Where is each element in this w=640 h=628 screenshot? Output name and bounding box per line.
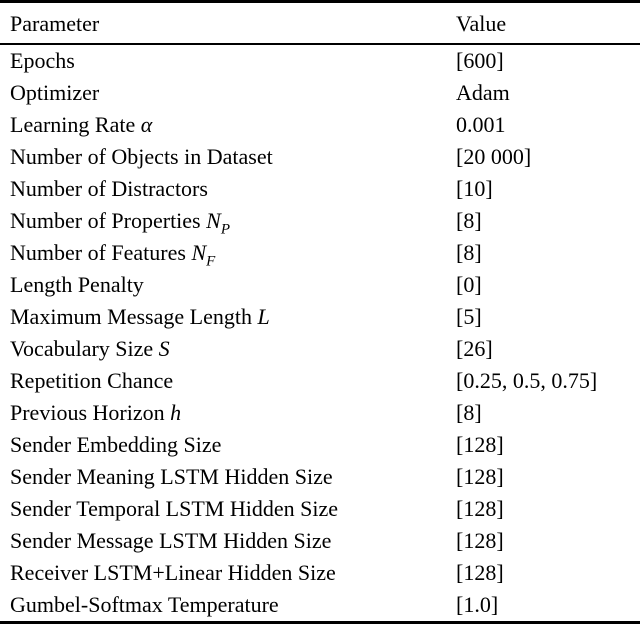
value-cell: [128] [456, 560, 504, 585]
table-header-row [0, 2, 640, 45]
table-row [0, 365, 640, 397]
parameter-cell [0, 429, 456, 461]
value-cell: [128] [456, 464, 504, 489]
header-value: Value [456, 2, 640, 45]
parameter-cell [0, 461, 456, 493]
value-cell: [8] [456, 400, 482, 425]
parameter-label: Repetition Chance [10, 368, 174, 393]
math-symbol: L [257, 304, 270, 329]
parameter-cell [0, 173, 456, 205]
parameter-label: Gumbel-Softmax Temperature [10, 592, 279, 617]
table-row [0, 109, 640, 141]
parameter-label: Learning Rate [10, 112, 141, 137]
parameter-label: Optimizer [10, 80, 100, 105]
table-row [0, 493, 640, 525]
table-row [0, 269, 640, 301]
value-cell: [0] [456, 272, 482, 297]
parameter-cell [0, 141, 456, 173]
parameter-cell [0, 525, 456, 557]
parameter-cell [0, 333, 456, 365]
parameter-cell [0, 205, 456, 237]
parameter-cell [0, 109, 456, 141]
value-cell: Adam [456, 80, 510, 105]
table-row [0, 557, 640, 589]
value-cell: [1.0] [456, 592, 499, 617]
math-symbol: α [140, 112, 153, 137]
parameter-cell [0, 301, 456, 333]
header-parameter: Parameter [0, 2, 456, 45]
value-cell: [10] [456, 176, 493, 201]
parameter-cell [0, 589, 456, 623]
table-row [0, 77, 640, 109]
table-row [0, 429, 640, 461]
parameter-label: Maximum Message Length [10, 304, 258, 329]
parameter-label: Number of Features [10, 240, 192, 265]
value-cell: [8] [456, 208, 482, 233]
parameter-label: Sender Message LSTM Hidden Size [10, 528, 332, 553]
table-row [0, 301, 640, 333]
table-row [0, 237, 640, 269]
parameter-cell [0, 365, 456, 397]
parameter-label: Sender Embedding Size [10, 432, 222, 457]
table-row [0, 397, 640, 429]
table-row [0, 44, 640, 77]
table-row [0, 461, 640, 493]
value-cell: [128] [456, 432, 504, 457]
parameter-label: Vocabulary Size [10, 336, 159, 361]
parameter-cell [0, 237, 456, 269]
value-cell: [20 000] [456, 144, 532, 169]
math-subscript: F [206, 253, 216, 269]
parameter-label: Sender Temporal LSTM Hidden Size [10, 496, 338, 521]
parameter-label: Number of Properties [10, 208, 207, 233]
table-row [0, 205, 640, 237]
parameter-cell [0, 77, 456, 109]
math-subscript: P [220, 221, 230, 237]
value-cell: [128] [456, 528, 504, 553]
value-cell: [26] [456, 336, 493, 361]
math-symbol: N [206, 208, 221, 233]
value-cell: 0.001 [456, 112, 506, 137]
parameter-cell [0, 44, 456, 77]
math-symbol: N [191, 240, 207, 265]
table-row [0, 525, 640, 557]
value-cell: [5] [456, 304, 482, 329]
parameter-label: Receiver LSTM+Linear Hidden Size [10, 560, 336, 585]
math-symbol: h [170, 400, 182, 425]
value-cell: [128] [456, 496, 504, 521]
table-body [0, 44, 640, 623]
value-cell: [600] [456, 48, 504, 73]
value-cell: [8] [456, 240, 482, 265]
table-row [0, 333, 640, 365]
parameter-label: Previous Horizon [10, 400, 171, 425]
table-row [0, 173, 640, 205]
parameter-cell [0, 269, 456, 301]
parameter-cell [0, 397, 456, 429]
math-symbol: S [158, 336, 170, 361]
parameter-label: Number of Distractors [10, 176, 208, 201]
parameter-label: Length Penalty [10, 272, 144, 297]
table-row [0, 589, 640, 623]
parameter-label: Number of Objects in Dataset [10, 144, 273, 169]
parameter-label: Epochs [10, 48, 75, 73]
parameter-cell [0, 493, 456, 525]
table-row [0, 141, 640, 173]
parameter-label: Sender Meaning LSTM Hidden Size [10, 464, 333, 489]
value-cell: [0.25, 0.5, 0.75] [456, 368, 598, 393]
parameter-cell [0, 557, 456, 589]
